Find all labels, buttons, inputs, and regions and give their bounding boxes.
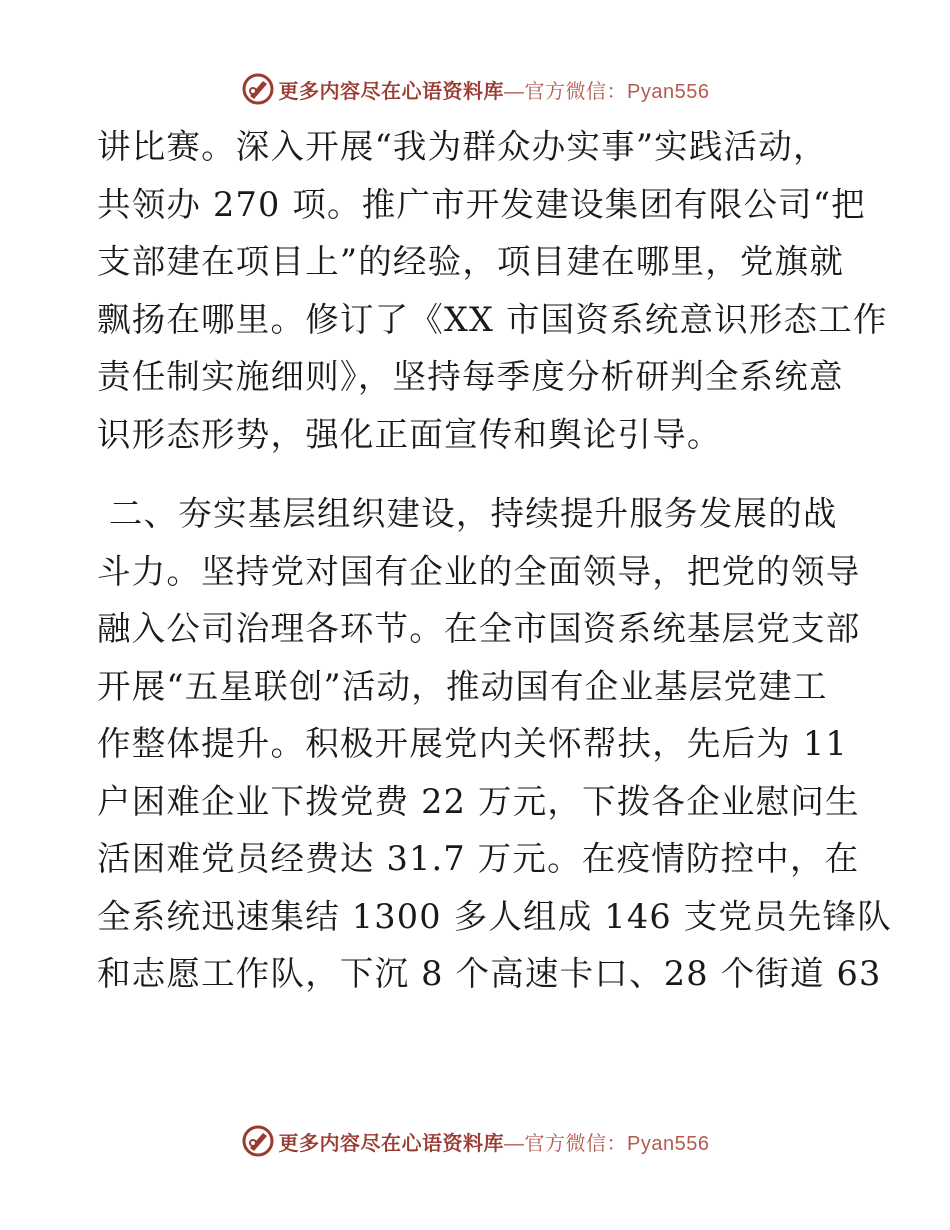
watermark-main-text: 更多内容尽在心语资料库 [278, 1132, 505, 1155]
watermark-main-text: 更多内容尽在心语资料库 [278, 80, 505, 103]
paragraph-2 [97, 485, 892, 1003]
text-line: 全系统迅速集结 1300 多人组成 146 支党员先锋队 [97, 896, 892, 936]
text-line: 共领办 270 项。推广市开发建设集团有限公司“把 [97, 184, 866, 224]
text-line: 开展“五星联创”活动，推动国有企业基层党建工 [97, 666, 828, 706]
paragraph-1 [97, 118, 888, 463]
text-line: 和志愿工作队，下沉 8 个高速卡口、28 个街道 63 [97, 954, 882, 993]
text-line: 户困难企业下拨党费 22 万元，下拨各企业慰问生 [97, 781, 860, 821]
watermark-sub-text: —官方微信：Pyan556 [504, 1132, 710, 1155]
text-line: 识形态形势，强化正面宣传和舆论引导。 [97, 414, 722, 454]
text-line: 二、夯实基层组织建设，持续提升服务发展的战 [97, 494, 838, 533]
text-line: 讲比赛。深入开展“我为群众办实事”实践活动， [97, 127, 828, 166]
text-line: 斗力。坚持党对国有企业的全面领导，把党的领导 [97, 551, 861, 591]
header-watermark [0, 72, 950, 106]
text-line: 责任制实施细则》，坚持每季度分析研判全系统意 [97, 357, 844, 396]
text-line: 活困难党员经费达 31.7 万元。在疫情防控中，在 [97, 839, 860, 878]
logo-icon [241, 72, 275, 106]
document-body [97, 118, 892, 1003]
footer-watermark [0, 1124, 950, 1158]
watermark-sub-text: —官方微信：Pyan556 [504, 80, 710, 103]
text-line: 融入公司治理各环节。在全市国资系统基层党支部 [97, 609, 861, 648]
logo-icon [241, 1124, 275, 1158]
text-line: 飘扬在哪里。修订了《XX 市国资系统意识形态工作 [97, 299, 888, 339]
text-line: 作整体提升。积极开展党内关怀帮扶，先后为 11 [97, 724, 848, 763]
text-line: 支部建在项目上”的经验，项目建在哪里，党旗就 [97, 242, 845, 281]
